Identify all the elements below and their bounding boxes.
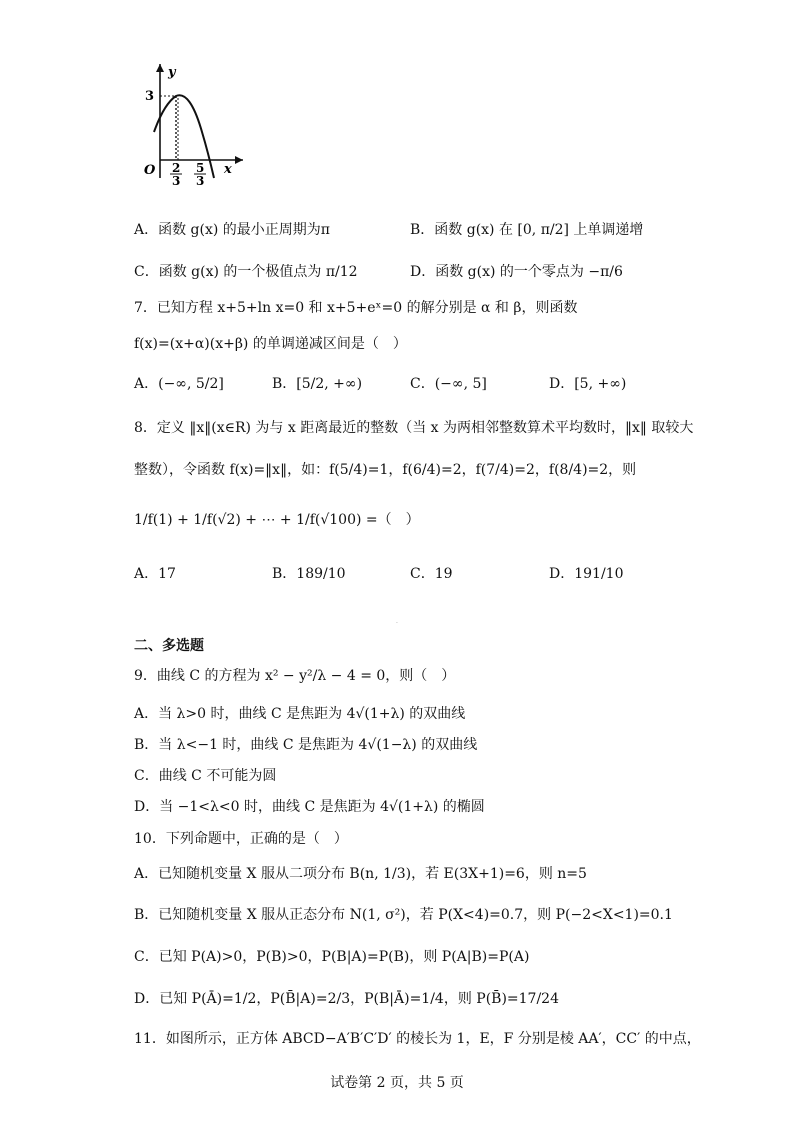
q10-option-b: B．已知随机变量 X 服从正态分布 N(1, σ²)，若 P(X<4)=0.7，则 P(−2<X<1)=0.1 <box>134 907 673 923</box>
q9-option-b: B．当 λ<−1 时，曲线 C 是焦距为 4√(1−λ) 的双曲线 <box>134 737 478 753</box>
x-axis-label: x <box>224 162 232 177</box>
y-tick-3: 3 <box>145 89 155 104</box>
x-tick-1-den: 3 <box>172 174 181 188</box>
q8-stem-line1: 8．定义 ‖x‖(x∈R) 为与 x 距离最近的整数（当 x 为两相邻整数算术平均数时，‖x‖ 取较大 <box>134 420 694 436</box>
y-axis-label: y <box>168 65 176 80</box>
q9-option-d: D．当 −1<λ<0 时，曲线 C 是焦距为 4√(1+λ) 的椭圆 <box>134 799 485 815</box>
function-graph <box>138 60 248 188</box>
q7-option-c: C．(−∞, 5] <box>410 376 487 392</box>
q8-option-b: B．189/10 <box>272 566 346 582</box>
q7-stem-line1: 7．已知方程 x+5+ln x=0 和 x+5+eˣ=0 的解分别是 α 和 β，则函数 <box>134 300 578 316</box>
q6-option-b: B．函数 g(x) 在 [0, π/2] 上单调递增 <box>410 222 644 238</box>
page-footer: 试卷第 2 页，共 5 页 <box>330 1075 464 1091</box>
q8-option-d: D．191/10 <box>549 566 624 582</box>
q9-option-c: C．曲线 C 不可能为圆 <box>134 768 277 784</box>
q6-option-a: A．函数 g(x) 的最小正周期为π <box>134 222 330 238</box>
q10-option-a: A．已知随机变量 X 服从二项分布 B(n, 1/3)，若 E(3X+1)=6，则 n=5 <box>134 866 587 882</box>
x-tick-2-num: 5 <box>196 161 205 175</box>
y-axis-arrow <box>156 64 164 72</box>
q7-option-d: D．[5, +∞) <box>549 376 627 392</box>
q8-option-c: C．19 <box>410 566 453 582</box>
q9-option-a: A．当 λ>0 时，曲线 C 是焦距为 4√(1+λ) 的双曲线 <box>134 706 466 722</box>
x-tick-1-num: 2 <box>172 161 181 175</box>
curve <box>154 95 214 178</box>
q11-stem: 11．如图所示，正方体 ABCD−A′B′C′D′ 的棱长为 1，E，F 分别是棱 AA′，CC′ 的中点， <box>134 1031 701 1047</box>
q7-option-b: B．[5/2, +∞) <box>272 376 363 392</box>
q8-option-a: A．17 <box>134 566 176 582</box>
q8-stem-line2: 整数），令函数 f(x)=‖x‖，如：f(5/4)=1，f(6/4)=2，f(7/4)=2，f(8/4)=2，则 <box>134 462 637 478</box>
origin-label: O <box>144 163 156 178</box>
q7-stem-line2: f(x)=(x+α)(x+β) 的单调递减区间是（ ） <box>134 336 407 352</box>
q7-option-a: A．(−∞, 5/2] <box>134 376 224 392</box>
x-axis-arrow <box>235 156 243 164</box>
section-title: 二、多选题 <box>134 638 204 654</box>
q10-option-c: C．已知 P(A)>0，P(B)>0，P(B|A)=P(B)，则 P(A|B)=P(A) <box>134 949 530 965</box>
q6-option-c: C．函数 g(x) 的一个极值点为 π/12 <box>134 264 358 280</box>
q6-option-d: D．函数 g(x) 的一个零点为 −π/6 <box>410 264 623 280</box>
q9-stem: 9．曲线 C 的方程为 x² − y²/λ − 4 = 0，则（ ） <box>134 668 456 684</box>
x-tick-2-den: 3 <box>196 174 205 188</box>
q8-stem-line3: 1/f(1) + 1/f(√2) + ⋯ + 1/f(√100) =（ ） <box>134 512 420 528</box>
q10-stem: 10．下列命题中，正确的是（ ） <box>134 831 348 847</box>
q10-option-d: D．已知 P(Ā)=1/2，P(B̄|A)=2/3，P(B|Ā)=1/4，则 P(B̄)=17/24 <box>134 991 559 1007</box>
page-speck: . <box>396 618 398 625</box>
